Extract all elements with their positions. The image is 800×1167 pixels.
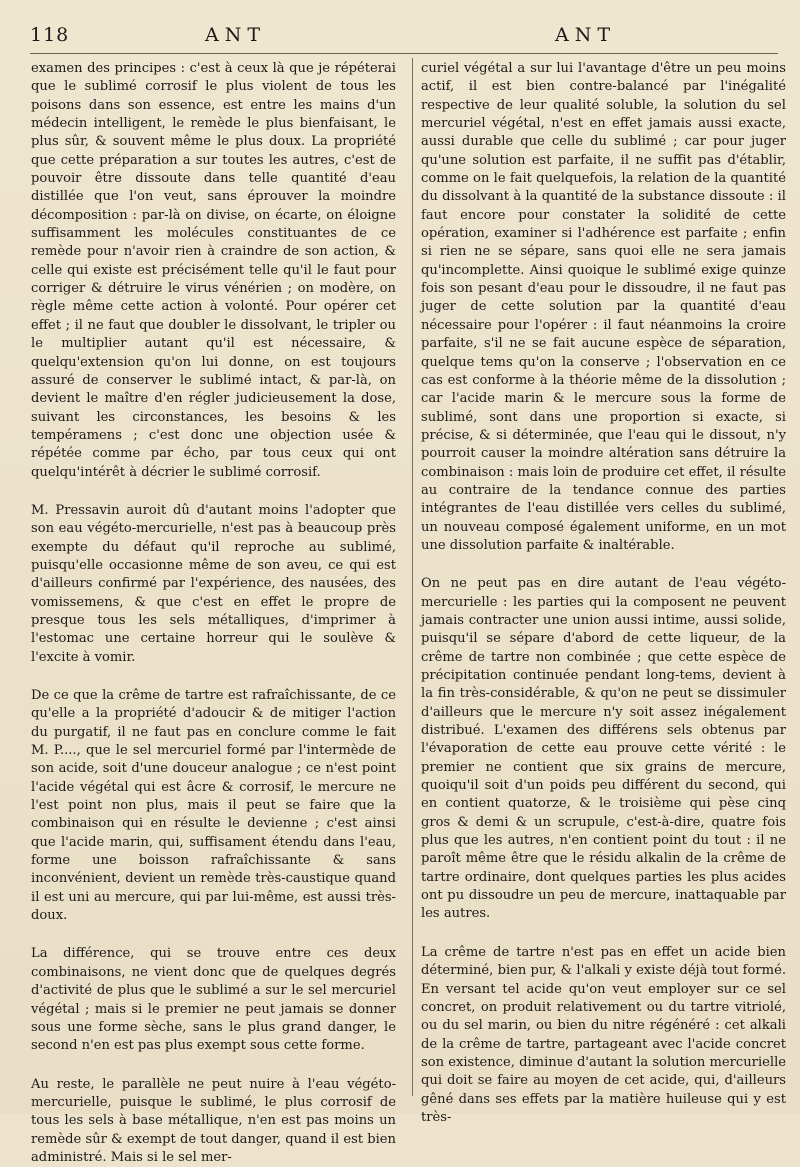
- left-column: [31, 60, 396, 1167]
- paragraph: examen des principes : c'est à ceux là que je répéterai que le sublimé corrosif le plus violent de tous les poisons dans son essence, est entre les mains d'un médecin intelligent, le remède le plus bienfaisant, le plus sûr, & souvent même le plus doux. La propriété que cette préparation a sur toutes les autres, c'est de pouvoir être dissoute dans telle quantité d'eau distillée que l'on veut, sans éprouver la moindre décomposition : par-là on divise, on écarte, on éloigne suffisamment les molécules constituantes de ce remède pour n'avoir rien à craindre de son action, & celle qui existe est précisément telle qu'il le faut pour corriger & détruire le virus vénérien ; on modère, on règle même cette action à volonté. Pour opérer cet effet ; il ne faut que doubler le dissolvant, le tripler ou le multiplier autant qu'il est nécessaire, & quelqu'extension qu'on lui donne, on est toujours assuré de conserver le sublimé intact, & par-là, on devient le maître d'en régler judicieusement la dose, suivant les circonstances, les besoins & les tempéramens ; c'est donc une objection usée & répétée comme par écho, par tous ceux qui ont quelqu'intérêt à décrier le sublimé corrosif.: [31, 61, 396, 480]
- paragraph: De ce que la crême de tartre est rafraîchissante, de ce qu'elle a la propriété d'adoucir & de mitiger l'action du purgatif, il ne faut pas en conclure comme le fait M. P...., que le sel mercuriel formé par l'intermède de son acide, soit d'une douceur analogue ; ce n'est point l'acide végétal qui est âcre & corrosif, le mercure ne l'est point non plus, mais il peut se faire que la combinaison qui en résulte le devienne ; c'est ainsi que l'acide marin, qui, suffisament étendu dans l'eau, forme une boisson rafraîchissante & sans inconvénient, devient un remède très-caustique quand il est uni au mercure, qui par lui-même, est aussi très-doux.: [31, 688, 396, 924]
- paragraph: curiel végétal a sur lui l'avantage d'être un peu moins actif, il est bien contre-balancé par l'inégalité respective de leur qualité soluble, la solution du sel mercuriel végétal, n'est en effet jamais aussi exacte, aussi durable que celle du sublimé ; car pour juger qu'une solution est parfaite, il ne suffit pas d'établir, comme on le fait quelquefois, la relation de la quantité du dissolvant à la quantité de la substance dissoute : il faut encore pour constater la solidité de cette opération, examiner si l'adhérence est parfaite ; enfin si rien ne se sépare, sans quoi elle ne sera jamais qu'incomplette. Ainsi quoique le sublimé exige quinze fois son pesant d'eau pour le dissoudre, il ne faut pas juger de cette solution par la quantité d'eau nécessaire pour l'opérer : il faut néanmoins la croire parfaite, s'il ne se fait aucune espèce de séparation, quelque tems qu'on la conserve ; l'observation en ce cas est conforme à la théorie même de la dissolution ; car l'acide marin & le mercure sous la forme de sublimé, sont dans une proportion si exacte, si précise, & si déterminée, que l'eau qui le dissout, n'y pourroit causer la moindre altération sans détruire la combinaison : mais loin de produire cet effet, il résulte au contraire de la tendance connue des parties intégrantes de l'eau distillée vers celles du sublimé, un nouveau composé également uniforme, en un mot une dissolution parfaite & inaltérable.: [421, 61, 786, 553]
- running-head-right: ANT: [555, 24, 617, 46]
- header-rule: [30, 53, 778, 54]
- page-number: 118: [30, 24, 70, 46]
- paragraph: La crême de tartre n'est pas en effet un acide bien déterminé, bien pur, & l'alkali y existe déjà tout formé. En versant tel acide qu'on veut employer sur ce sel concret, on produit relativement ou du tartre vitriolé, ou du sel marin, ou bien du nitre régénéré : cet alkali de la crême de tartre, partageant avec l'acide concret son existence, diminue d'autant la solution mercurielle qui doit se faire au moyen de cet acide, qui, d'ailleurs gêné dans ses effets par la matière huileuse qui y est très-: [421, 944, 787, 1125]
- paragraph: On ne peut pas en dire autant de l'eau végéto-mercurielle : les parties qui la composent ne peuvent jamais contracter une union aussi intime, aussi solide, puisqu'il se sépare d'abord de cette liqueur, de la crême de tartre non combinée ; que cette espèce de précipitation continuée pendant long-tems, devient à la fin très-considérable, & qu'on ne peut se dissimuler d'ailleurs que le mercure n'y soit assez inégalement distribué. L'examen des différens sels obtenus par l'évaporation de cette eau prouve cette vérité : le premier ne contient que six grains de mercure, quoiqu'il soit d'un poids peu différent du second, qui en contient quatorze, & le troisième qui pèse cinq gros & demi & un scrupule, c'est-à-dire, quatre fois plus que les autres, n'en contient point du tout : il ne paroît même être que le résidu alkalin de la crême de tartre ordinaire, dont quelques parties les plus acides ont pu dissoudre un peu de mercure, inattaquable par les autres.: [421, 576, 786, 922]
- running-head-left: ANT: [205, 24, 267, 46]
- paragraph: Au reste, le parallèle ne peut nuire à l'eau végéto-mercurielle, puisque le sublimé, le plus corrosif de tous les sels à base métallique, n'en est pas moins un remède sûr & exempt de tout danger, quand il est bien administré. Mais si le sel mer-: [31, 1076, 396, 1165]
- right-column: [421, 60, 786, 1127]
- column-divider: [412, 58, 413, 1096]
- paragraph: La différence, qui se trouve entre ces deux combinaisons, ne vient donc que de quelques degrés d'activité de plus que le sublimé a sur le sel mercuriel végétal ; mais si le premier ne peut jamais se donner sous une forme sèche, sans le plus grand danger, le second n'en est pas plus exempt sous cette forme.: [31, 946, 396, 1054]
- paragraph: M. Pressavin auroit dû d'autant moins l'adopter que son eau végéto-mercurielle, n'est pas à beaucoup près exempte du défaut qu'il reproche au sublimé, puisqu'elle occasionne même de son aveu, ce qui est d'ailleurs confirmé par l'expérience, des nausées, des vomissemens, & que c'est en effet le propre de presque tous les sels métalliques, d'imprimer à l'estomac une certaine horreur qui le soulève & l'excite à vomir.: [31, 502, 396, 665]
